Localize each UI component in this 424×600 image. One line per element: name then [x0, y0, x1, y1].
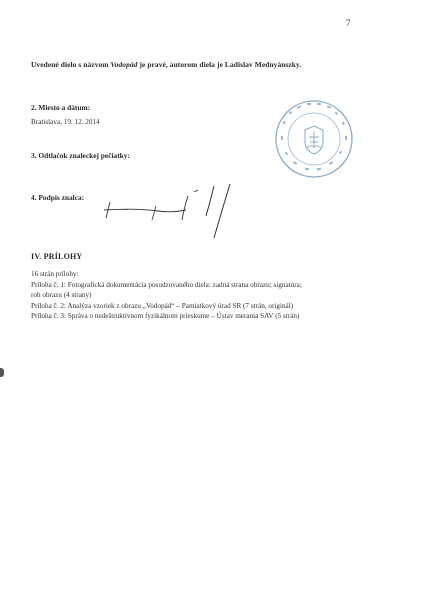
- attachment-line: Príloha č. 1: Fotografická dokumentácia posudzovaného diela: zadná strana obrazu; signatúra;: [31, 281, 302, 289]
- statement-suffix: je pravé, autorom diela je Ladislav Mednyánszky.: [139, 60, 302, 69]
- artwork-title: Vodopád: [110, 60, 138, 69]
- authenticity-statement: [31, 60, 301, 69]
- page-number: 7: [346, 18, 351, 28]
- expert-seal-stamp: [271, 96, 357, 182]
- attachments-count: 16 strán prílohy:: [31, 270, 79, 278]
- seal-label: 3. Odtlačok znaleckej pečiatky:: [31, 151, 130, 160]
- signature-label: 4. Podpis znalca:: [31, 193, 85, 202]
- attachment-line: Príloha č. 3: Správa o nedeštruktívnom fyzikálnom prieskume – Ústav merania SAV (5 strán): [31, 312, 300, 320]
- place-date-value: Bratislava, 19. 12. 2014: [31, 118, 100, 126]
- statement-prefix: Uvedené dielo s názvom: [31, 60, 109, 69]
- attachments-heading: IV. PRÍLOHY: [31, 252, 83, 261]
- attachment-line: roh obrazu (4 strany): [31, 291, 92, 299]
- handwritten-signature: [96, 180, 246, 250]
- attachment-line: Príloha č. 2: Analýza vzoriek z obrazu „Vodopád“ – Pamiatkový úrad SR (7 strán, originál): [31, 302, 294, 310]
- place-date-label: 2. Miesto a dátum:: [31, 103, 91, 112]
- scan-edge-mark: [0, 368, 4, 377]
